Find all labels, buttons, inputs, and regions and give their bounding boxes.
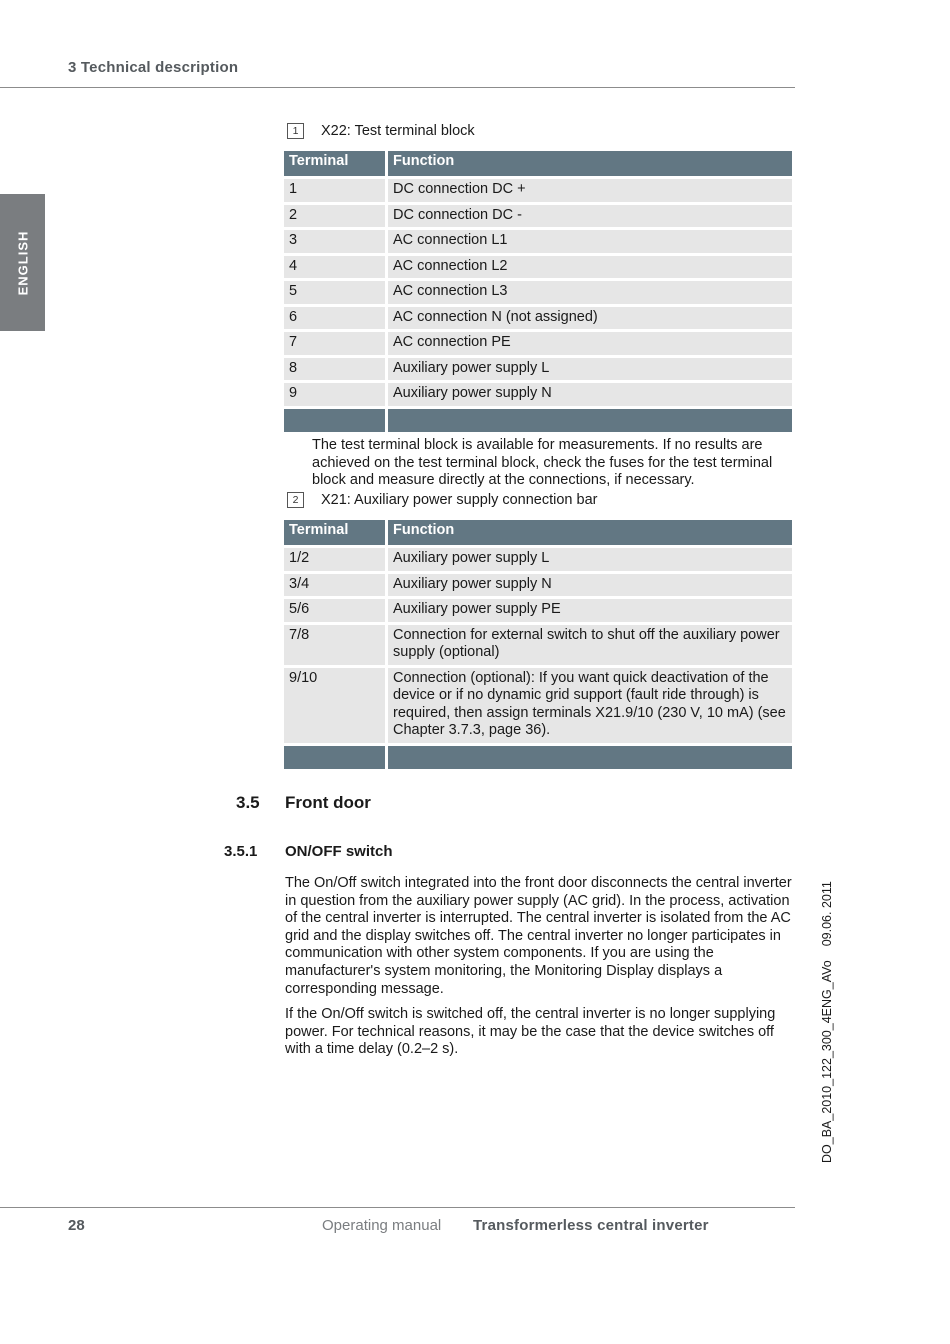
table-row [284,548,792,571]
test-terminal-table [284,148,792,435]
language-tab [0,194,45,331]
terminal-cell: 1/2 [284,548,388,571]
chapter-header: 3 Technical description [68,59,239,76]
function-cell: Auxiliary power supply PE [388,599,792,622]
table-row [284,230,792,253]
table-row [284,358,792,381]
terminal-cell: 8 [284,358,388,381]
callout-number-box: 2 [287,492,304,508]
function-cell: Connection (optional): If you want quick deactivation of the device or if no dynamic grid support (fault ride through) is required, then assign terminals X21.9/10 (230 V, 10 mA) (see Chapter 3.7.3, page 36). [388,668,792,743]
callout-number-box: 1 [287,123,304,139]
table-row [284,668,792,743]
footer-rule [0,1207,795,1208]
function-cell: Auxiliary power supply N [388,574,792,597]
terminal-cell: 3 [284,230,388,253]
function-cell: Auxiliary power supply N [388,383,792,406]
caption-x22 [287,123,475,139]
table-row [284,256,792,279]
footer-cell [388,409,792,432]
terminal-cell: 9/10 [284,668,388,743]
terminal-cell: 7/8 [284,625,388,665]
footer-title: Transformerless central inverter [473,1217,709,1234]
column-header-function: Function [388,151,792,176]
function-cell: DC connection DC - [388,205,792,228]
function-cell: AC connection PE [388,332,792,355]
language-label: ENGLISH [15,230,30,295]
header-rule [0,87,795,88]
terminal-cell: 6 [284,307,388,330]
page-number: 28 [68,1217,85,1234]
terminal-cell: 3/4 [284,574,388,597]
auxiliary-power-table [284,517,792,772]
table-header-row [284,520,792,545]
function-cell: Connection for external switch to shut off the auxiliary power supply (optional) [388,625,792,665]
table-header-row [284,151,792,176]
function-cell: AC connection L3 [388,281,792,304]
terminal-cell: 1 [284,179,388,202]
function-cell: AC connection N (not assigned) [388,307,792,330]
terminal-cell: 9 [284,383,388,406]
function-cell: DC connection DC + [388,179,792,202]
column-header-terminal: Terminal [284,520,388,545]
function-cell: Auxiliary power supply L [388,358,792,381]
footer-cell [284,746,388,769]
section-number: 3.5 [236,793,260,812]
table-row [284,383,792,406]
caption-text: X21: Auxiliary power supply connection bar [321,492,598,508]
terminal-cell: 2 [284,205,388,228]
table-footer-row [284,746,792,769]
terminal-cell: 4 [284,256,388,279]
section-title: Front door [285,793,371,812]
table-footer-row [284,409,792,432]
terminal-cell: 5/6 [284,599,388,622]
body-paragraph: If the On/Off switch is switched off, the central inverter is no longer supplying power. For technical reasons, it may be the case that the device switches off with a time delay (0.2–2 s). [285,1006,776,1058]
table-row [284,574,792,597]
table-row [284,179,792,202]
table-row [284,281,792,304]
document-code [820,881,834,1163]
terminal-cell: 5 [284,281,388,304]
table-row [284,205,792,228]
document-code-text: DO_BA_2010_122_300_4ENG_AVo [820,960,834,1163]
terminal-cell: 7 [284,332,388,355]
document-date: 09.06. 2011 [820,881,834,947]
function-cell: Auxiliary power supply L [388,548,792,571]
subsection-number: 3.5.1 [224,843,258,860]
table-row [284,625,792,665]
function-cell: AC connection L1 [388,230,792,253]
body-paragraph: The On/Off switch integrated into the front door disconnects the central inverter in question from the auxiliary power supply (AC grid). In the process, activation of the central inverter is interrupted. The central inverter is isolated from the AC grid and the display switches off. The central inverter no longer participates in communication with other system components. If you are using the manufacturer's system monitoring, the Monitoring Display displays a corresponding message. [285,875,792,997]
footer-cell [388,746,792,769]
footer-doc-type: Operating manual [322,1217,442,1234]
subsection-title: ON/OFF switch [285,843,393,860]
test-terminal-note: The test terminal block is available for measurements. If no results are achieved on the test terminal block, check the fuses for the test terminal block and measure directly at the connections, if necessary. [312,437,773,489]
caption-x21 [287,492,597,508]
table-row [284,332,792,355]
caption-text: X22: Test terminal block [321,123,475,139]
table-row [284,307,792,330]
footer-cell [284,409,388,432]
function-cell: AC connection L2 [388,256,792,279]
column-header-function: Function [388,520,792,545]
table-row [284,599,792,622]
column-header-terminal: Terminal [284,151,388,176]
